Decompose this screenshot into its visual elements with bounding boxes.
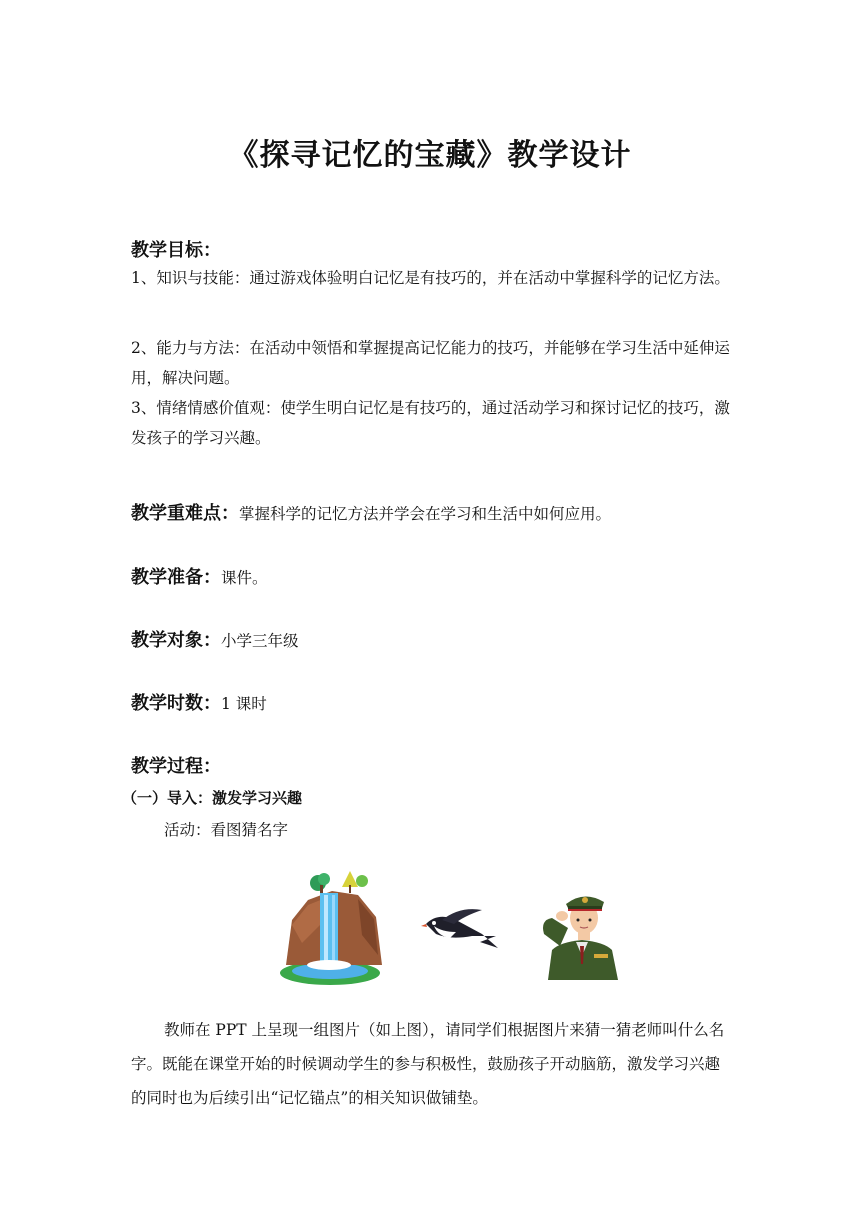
duration-label: 教学时数： <box>131 693 221 714</box>
activity-label: 活动：看图猜名字 <box>164 821 289 839</box>
section-title: （一）导入：激发学习兴趣 <box>122 789 303 807</box>
objective-item: 2、能力与方法：在活动中领悟和掌握提高记忆能力的技巧，并能够在学习生活中延伸运用，解决问题。 <box>131 339 730 387</box>
audience-label: 教学对象： <box>131 630 221 651</box>
key-points-value: 掌握科学的记忆方法并学会在学习和生活中如何应用。 <box>239 505 612 523</box>
objective-item: 1、知识与技能：通过游戏体验明白记忆是有技巧的，并在活动中掌握科学的记忆方法。 <box>131 269 730 287</box>
audience-value: 小学三年级 <box>221 632 299 650</box>
duration-line <box>131 689 267 715</box>
objectives-heading: 教学目标： <box>131 240 221 261</box>
soldier-saluting-picture <box>538 884 628 980</box>
duration-value: 1 课时 <box>221 695 267 713</box>
swallow-picture <box>420 906 500 956</box>
objective-item: 3、情绪情感价值观：使学生明白记忆是有技巧的，通过活动学习和探讨记忆的技巧，激发孩子的学习兴趣。 <box>131 399 730 447</box>
activity-description: 教师在 PPT 上呈现一组图片（如上图），请同学们根据图片来猜一猜老师叫什么名字。既能在课堂开始的时候调动学生的参与积极性，鼓励孩子开动脑筋，激发学习兴趣的同时也为后续引出“记忆锚点”的相关知识做铺垫。 <box>131 1021 725 1107</box>
preparation-line <box>131 563 268 589</box>
key-points-line <box>131 499 611 525</box>
preparation-label: 教学准备： <box>131 567 221 588</box>
key-points-label: 教学重难点： <box>131 503 239 524</box>
process-heading: 教学过程： <box>131 756 221 777</box>
waterfall-mountain-picture <box>272 865 390 990</box>
document-title: 《探寻记忆的宝藏》教学设计 <box>228 138 632 173</box>
preparation-value: 课件。 <box>221 569 268 587</box>
audience-line <box>131 626 299 652</box>
